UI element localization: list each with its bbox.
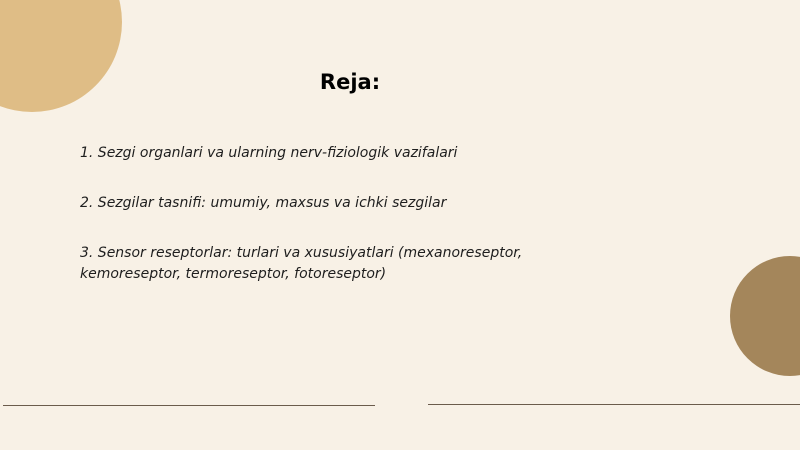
decorative-circle-top-left: [0, 0, 122, 112]
divider-line-left: [3, 405, 375, 406]
plan-item-2: 2. Sezgilar tasnifi: umumiy, maxsus va ichki sezgilar: [80, 195, 447, 211]
decorative-circle-right: [730, 256, 800, 376]
slide-title: Reja:: [319, 70, 381, 94]
plan-item-3: 3. Sensor reseptorlar: turlari va xususiyatlari (mexanoreseptor, kemoreseptor, termoreseptor, fotoreseptor): [80, 245, 523, 282]
plan-item-1: 1. Sezgi organlari va ularning nerv-fiziologik vazifalari: [80, 145, 458, 161]
divider-line-right: [428, 404, 800, 405]
